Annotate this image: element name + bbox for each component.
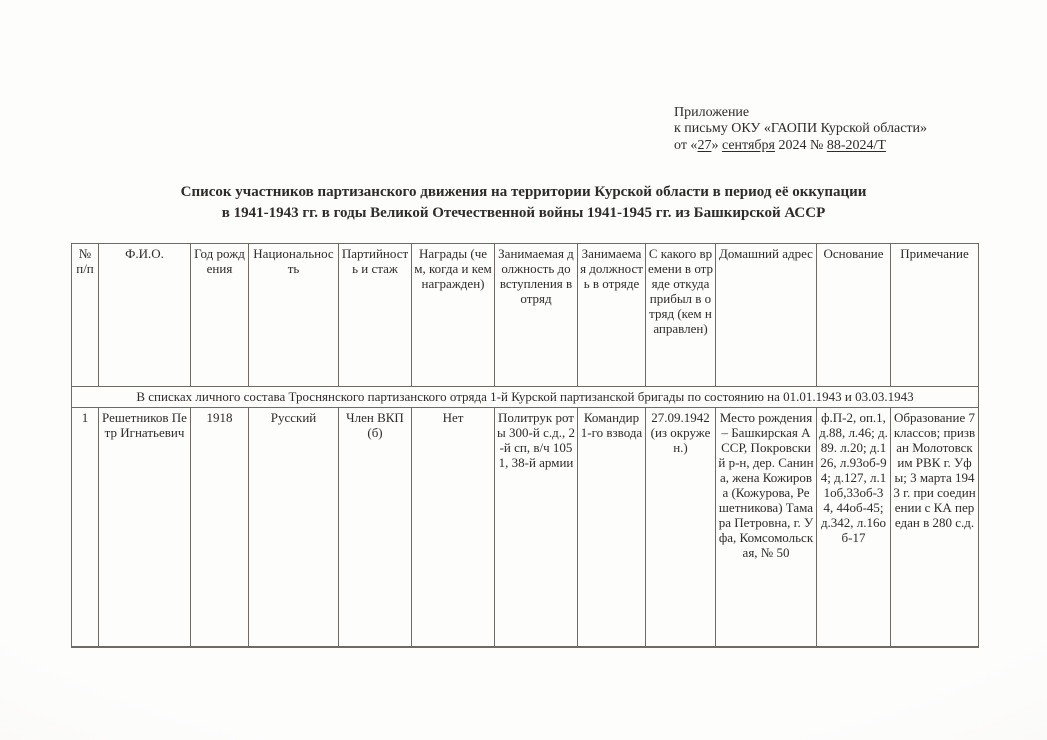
column-header-basis: Основание [817,244,891,387]
letterhead-line3-mid1: » [711,137,722,153]
column-header-awards: Награды (чем, когда и кем награжден) [412,244,495,387]
letterhead-line1: Приложение [674,105,750,120]
column-header-fio: Ф.И.О. [99,244,191,387]
cell-awards: Нет [412,408,495,648]
letterhead-line2: к письму ОКУ «ГАОПИ Курской области» [674,121,928,137]
section-row [72,387,979,408]
letterhead-month: сентября [721,137,775,153]
letterhead-line3-mid2: 2024 № [774,137,827,153]
cell-nationality: Русский [249,408,339,648]
document-title-line1: Список участников партизанского движения на территории Курской области в период её оккупации [180,184,867,200]
cell-number: 1 [72,408,99,648]
column-header-position-before: Занимаемая должность до вступления в отряд [495,244,578,387]
cell-since-when: 27.09.1942 (из окружен.) [646,408,716,648]
table-header-row [72,244,979,387]
cell-notes: Образование 7 классов; призван Молотовским РВК г. Уфы; 3 марта 1943 г. при соединении с КА передан в 280 с.д. [891,408,979,648]
column-header-home-address: Домашний адрес [716,244,817,387]
letterhead-line3-prefix: от « [674,137,698,153]
column-header-notes: Примечание [891,244,979,387]
cell-position-before: Политрук роты 300-й с.д., 2-й сп, в/ч 1051, 38-й армии [495,408,578,648]
column-header-party: Партийность и стаж [339,244,412,387]
cell-position-in-unit: Командир 1-го взвода [578,408,646,648]
letterhead [674,105,927,154]
cell-basis: ф.П-2, оп.1, д.88, л.46; д.89. л.20; д.126, л.93об-94; д.127, л.11об,33об-34, 44об-45; д.342, л.16об-17 [817,408,891,648]
cell-home-address: Место рождения – Башкирская АССР, Покровский р-н, дер. Санина, жена Кожирова (Кожурова, Решетникова) Тамара Петровна, г. Уфа, Комсомольская, № 50 [716,408,817,648]
participants-table [71,243,979,648]
letterhead-day: 27 [697,137,712,153]
cell-birth-year: 1918 [191,408,249,648]
column-header-position-in-unit: Занимаемая должность в отряде [578,244,646,387]
cell-fio: Решетников Петр Игнатьевич [99,408,191,648]
column-header-since-when: С какого времени в отряде откуда прибыл в отряд (кем направлен) [646,244,716,387]
letterhead-doc-number: 88-2024/Т [826,137,886,153]
document-title [0,182,1047,224]
table-row [72,408,979,648]
letterhead-line3 [674,138,927,154]
section-row-cell: В списках личного состава Троснянского партизанского отряда 1-й Курской партизанской бригады по состоянию на 01.01.1943 и 03.03.1943 [72,387,979,408]
column-header-number: № п/п [72,244,99,387]
cell-party: Член ВКП(б) [339,408,412,648]
column-header-birth-year: Год рождения [191,244,249,387]
column-header-nationality: Национальность [249,244,339,387]
document-title-line2: в 1941-1943 гг. в годы Великой Отечественной войны 1941-1945 гг. из Башкирской АССР [221,205,826,221]
